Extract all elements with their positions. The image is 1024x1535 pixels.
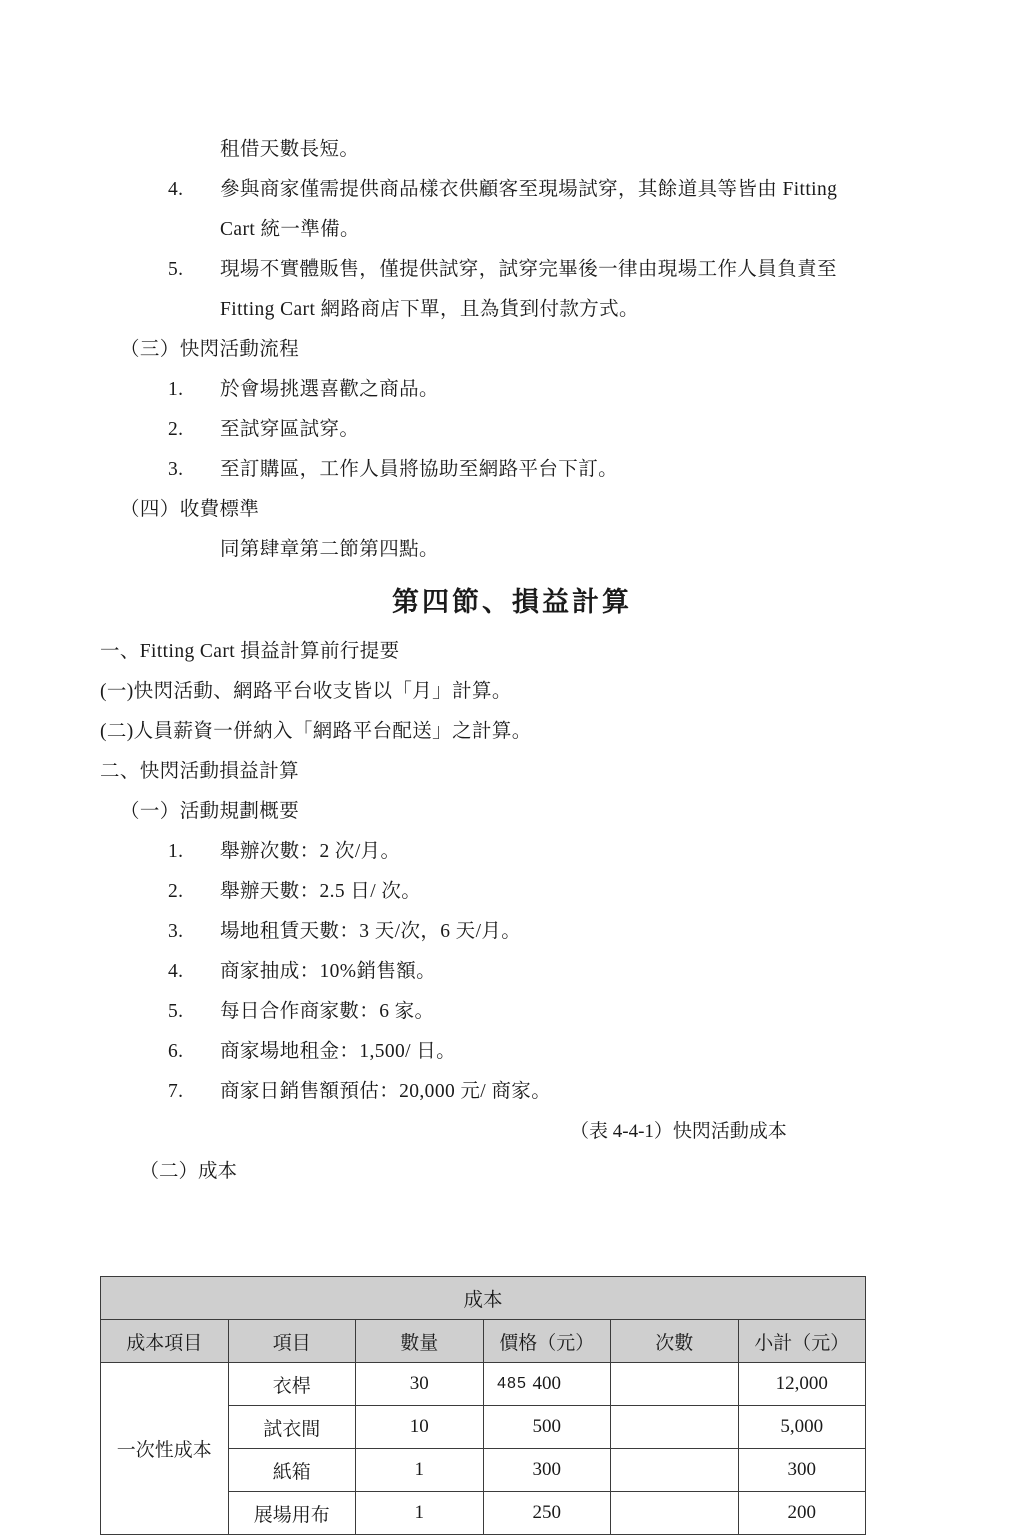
list-item <box>100 370 924 410</box>
cell-qty: 30 <box>356 1363 484 1406</box>
line-text: 二、快閃活動損益計算 <box>100 761 300 782</box>
list-item <box>100 992 924 1032</box>
cost-heading-row <box>100 1112 924 1272</box>
list-marker: 4. <box>168 179 184 200</box>
cell-price: 500 <box>483 1406 611 1449</box>
list-marker: 1. <box>168 841 184 862</box>
cell-price: 400 <box>483 1363 611 1406</box>
cell-qty: 10 <box>356 1406 484 1449</box>
cell-item: 紙箱 <box>228 1449 356 1492</box>
column-header-item: 項目 <box>228 1320 356 1363</box>
list-marker: 7. <box>168 1081 184 1102</box>
text-line <box>100 752 924 792</box>
line-text: (一)快閃活動、網路平台收支皆以「月」計算。 <box>100 681 512 702</box>
line-text: 至訂購區，工作人員將協助至網路平台下訂。 <box>220 459 619 480</box>
line-text: Fitting Cart 網路商店下單，且為貨到付款方式。 <box>220 299 639 320</box>
line-text: 商家日銷售額預估：20,000 元/ 商家。 <box>220 1081 552 1102</box>
cell-item: 展場用布 <box>228 1492 356 1535</box>
cell-times <box>611 1492 739 1535</box>
cost-heading: （二）成本 <box>139 1161 238 1182</box>
mid-paragraph-block <box>100 632 924 1112</box>
list-item <box>100 170 924 210</box>
line-text: 租借天數長短。 <box>220 139 360 160</box>
text-line <box>100 712 924 752</box>
cell-subtotal: 5,000 <box>738 1406 866 1449</box>
list-marker: 2. <box>168 881 184 902</box>
cell-times <box>611 1449 739 1492</box>
cell-times <box>611 1406 739 1449</box>
cell-subtotal: 12,000 <box>738 1363 866 1406</box>
line-text: （三）快閃活動流程 <box>120 339 300 360</box>
line-text: Cart 統一準備。 <box>220 219 360 240</box>
cell-subtotal: 300 <box>738 1449 866 1492</box>
list-item <box>100 912 924 952</box>
text-line <box>100 530 924 570</box>
text-line <box>100 290 924 330</box>
list-marker: 3. <box>168 921 184 942</box>
top-paragraph-block <box>100 130 924 570</box>
cell-price: 300 <box>483 1449 611 1492</box>
column-header-times: 次數 <box>611 1320 739 1363</box>
line-text: 舉辦天數：2.5 日/ 次。 <box>220 881 422 902</box>
line-text: 一、Fitting Cart 損益計算前行提要 <box>100 641 400 662</box>
table-title-row <box>101 1277 866 1320</box>
table-caption: （表 4-4-1）快閃活動成本 <box>570 1121 787 1142</box>
line-text: (二)人員薪資一併納入「網路平台配送」之計算。 <box>100 721 532 742</box>
list-marker: 6. <box>168 1041 184 1062</box>
cost-table <box>100 1276 866 1535</box>
line-text: 商家場地租金：1,500/ 日。 <box>220 1041 457 1062</box>
column-header-qty: 數量 <box>356 1320 484 1363</box>
subsection-heading <box>100 490 924 530</box>
text-line <box>100 130 924 170</box>
text-line <box>100 672 924 712</box>
section-title: 第四節、損益計算 <box>392 587 632 617</box>
line-text: 每日合作商家數：6 家。 <box>220 1001 435 1022</box>
subsection-heading <box>100 792 924 832</box>
list-marker: 5. <box>168 1001 184 1022</box>
table-title: 成本 <box>101 1277 866 1320</box>
list-marker: 2. <box>168 419 184 440</box>
list-item <box>100 410 924 450</box>
cell-item: 試衣間 <box>228 1406 356 1449</box>
list-item <box>100 450 924 490</box>
line-text: 同第肆章第二節第四點。 <box>220 539 439 560</box>
list-marker: 5. <box>168 259 184 280</box>
list-item <box>100 872 924 912</box>
list-item <box>100 1032 924 1072</box>
list-item <box>100 1072 924 1112</box>
column-header-subtotal: 小計（元） <box>738 1320 866 1363</box>
list-marker: 4. <box>168 961 184 982</box>
line-text: 至試穿區試穿。 <box>220 419 360 440</box>
list-item <box>100 952 924 992</box>
text-line <box>100 210 924 250</box>
line-text: 商家抽成：10%銷售額。 <box>220 961 437 982</box>
line-text: 於會場挑選喜歡之商品。 <box>220 379 439 400</box>
page-number: 485 <box>497 1375 527 1392</box>
line-text: 舉辦次數：2 次/月。 <box>220 841 401 862</box>
cell-qty: 1 <box>356 1492 484 1535</box>
list-item <box>100 832 924 872</box>
list-item <box>100 250 924 290</box>
list-marker: 1. <box>168 379 184 400</box>
cell-price: 250 <box>483 1492 611 1535</box>
cell-item: 衣桿 <box>228 1363 356 1406</box>
text-line <box>100 632 924 672</box>
subsection-heading <box>100 330 924 370</box>
table-header-row <box>101 1320 866 1363</box>
column-header-price: 價格（元） <box>483 1320 611 1363</box>
line-text: 場地租賃天數：3 天/次，6 天/月。 <box>220 921 522 942</box>
line-text: 參與商家僅需提供商品樣衣供顧客至現場試穿，其餘道具等皆由 Fitting <box>220 179 838 200</box>
cell-category: 一次性成本 <box>101 1363 229 1535</box>
line-text: （一）活動規劃概要 <box>120 801 300 822</box>
line-text: （四）收費標準 <box>120 499 260 520</box>
cell-qty: 1 <box>356 1449 484 1492</box>
column-header-category: 成本項目 <box>101 1320 229 1363</box>
line-text: 現場不實體販售，僅提供試穿，試穿完畢後一律由現場工作人員負責至 <box>220 259 837 280</box>
list-marker: 3. <box>168 459 184 480</box>
cell-subtotal: 200 <box>738 1492 866 1535</box>
